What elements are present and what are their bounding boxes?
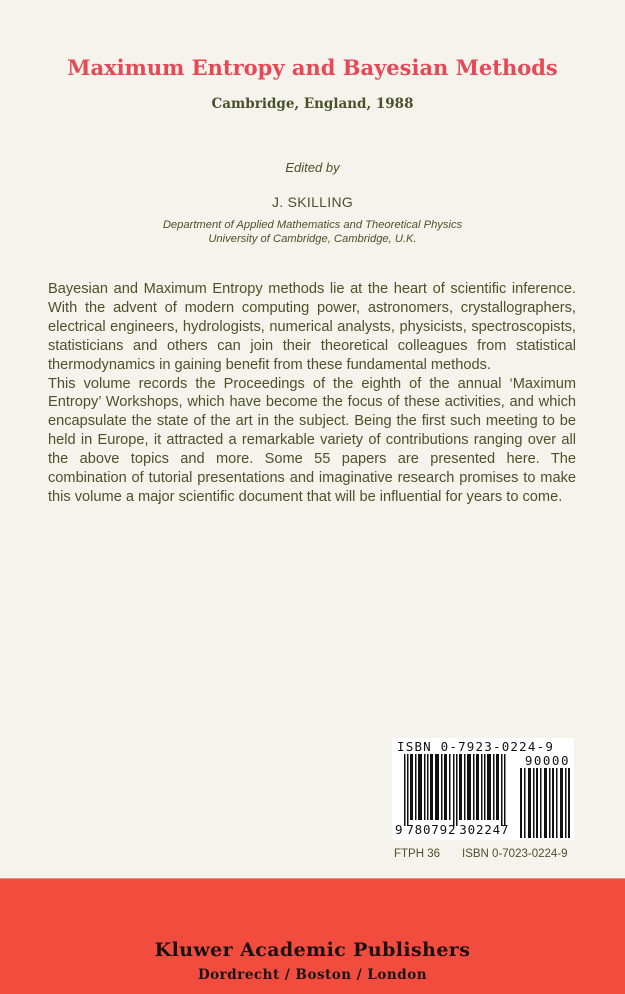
- affiliation-line-2: University of Cambridge, Cambridge, U.K.: [208, 233, 417, 245]
- publisher-band: [0, 878, 625, 994]
- book-title: Maximum Entropy and Bayesian Methods: [67, 55, 558, 80]
- editor-affiliation: [0, 218, 625, 246]
- catalog-codes: [394, 848, 568, 860]
- book-description: [48, 280, 576, 507]
- description-paragraph-2: This volume records the Proceedings of the eighth of the annual ‘Maximum Entropy’ Workshops, which have become the focus of these activities, and which encapsulate the state of the art in the subject. Being the first such meeting to be held in Europe, it attracted a remarkable variety of contributions ranging over all the above topics and more. Some 55 papers are presented here. The combination of tutorial presentations and imaginative research promises to make this volume a major scientific document that will be influential for years to come.: [48, 375, 576, 505]
- barcode-addon-bars-icon: [520, 768, 570, 838]
- barcode-isbn-label: ISBN 0-7923-0224-9: [397, 739, 555, 754]
- publisher-name: Kluwer Academic Publishers: [154, 939, 471, 961]
- book-subtitle: Cambridge, England, 1988: [211, 96, 414, 112]
- barcode-bars-icon: [404, 754, 508, 826]
- affiliation-line-1: Department of Applied Mathematics and Theoretical Physics: [162, 219, 463, 231]
- isbn-barcode: [392, 738, 574, 840]
- edited-by-label: Edited by: [285, 160, 340, 175]
- editor-name: J. SKILLING: [271, 194, 354, 210]
- publisher-cities: Dordrecht / Boston / London: [197, 967, 428, 983]
- isbn-code: ISBN 0-7023-0224-9: [462, 848, 568, 860]
- series-code: FTPH 36: [394, 848, 441, 860]
- barcode-ean-number: 9 780792 302247: [395, 822, 510, 837]
- barcode-addon-number: 90000: [524, 753, 570, 768]
- description-paragraph-1: Bayesian and Maximum Entropy methods lie at the heart of scientific inference. With the advent of modern computing power, astronomers, crystallographers, electrical engineers, hydrologists, numerical analysts, physicists, spectroscopists, statisticians and others can join their theoretical colleagues from statistical thermodynamics in gaining benefit from these fundamental methods.: [48, 281, 576, 373]
